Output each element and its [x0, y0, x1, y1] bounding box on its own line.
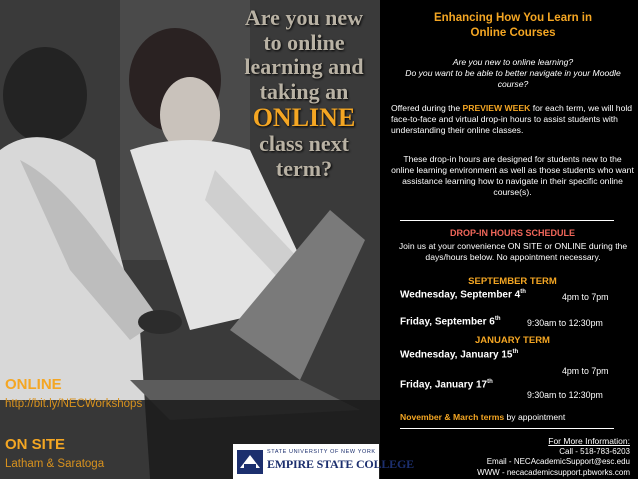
- headline-line: term?: [275, 155, 333, 181]
- preview-week-highlight: PREVIEW WEEK: [462, 103, 531, 113]
- schedule-time: 4pm to 7pm: [562, 292, 609, 302]
- college-logo: [233, 444, 414, 479]
- schedule-intro: Join us at your convenience ON SITE or ONLINE during the days/hours below. No appointment necessary.: [398, 241, 628, 262]
- title-line-2: Online Courses: [470, 27, 556, 39]
- schedule-day: Friday, September 6th: [400, 316, 501, 328]
- intro-questions: [393, 57, 633, 90]
- paragraph-preview-week: [391, 103, 634, 136]
- other-terms-highlight: November & March terms: [400, 412, 505, 422]
- schedule-day: Friday, January 17th: [400, 379, 493, 391]
- schedule-day: Wednesday, January 15th: [400, 349, 519, 361]
- onsite-label: ON SITE: [5, 436, 66, 453]
- headline-line: to online: [263, 29, 345, 55]
- other-terms: [400, 412, 634, 423]
- contact-phone: Call - 518-783-6203: [559, 446, 630, 456]
- divider: [400, 220, 614, 221]
- paragraph-drop-in: These drop-in hours are designed for students new to the online learning environment as well as those students who want assistance learning how to navigate in their specific online course(s).: [391, 154, 634, 197]
- contact-website[interactable]: WWW - necacademicsupport.pbworks.com: [477, 467, 630, 477]
- contact-email[interactable]: Email - NECAcademicSupport@esc.edu: [486, 457, 630, 466]
- schedule-heading: DROP-IN HOURS SCHEDULE: [449, 228, 575, 238]
- title-line-1: Enhancing How You Learn in: [433, 12, 593, 24]
- para1-end: for each term, we will hold face-to-face and virtual drop-in hours to assist students with understanding their online classes.: [391, 103, 633, 135]
- online-link[interactable]: http://bit.ly/NECWorkshops: [5, 398, 143, 410]
- page-title: [393, 11, 633, 41]
- schedule-day: Wednesday, September 4th: [400, 289, 526, 301]
- question-1: Are you new to online learning?: [452, 57, 574, 67]
- para1-start: Offered during the: [391, 103, 463, 113]
- college-seal-icon: [237, 450, 263, 474]
- headline-line: class next: [259, 131, 349, 156]
- divider: [400, 428, 614, 429]
- schedule-time: 4pm to 7pm: [562, 366, 609, 376]
- question-2: Do you want to be able to better navigate in your Moodle course?: [405, 68, 621, 89]
- other-terms-rest: by appointment: [504, 412, 566, 422]
- headline-line: learning and: [244, 54, 364, 79]
- contact-heading: For More Information:: [548, 436, 630, 446]
- contact-info: [420, 436, 630, 478]
- september-heading: SEPTEMBER TERM: [468, 276, 557, 287]
- headline-line: Are you new: [244, 5, 364, 30]
- onsite-text: Latham & Saratoga: [5, 458, 105, 470]
- logo-line-1: STATE UNIVERSITY OF NEW YORK: [267, 449, 376, 455]
- headline-emphasis: ONLINE: [252, 103, 356, 132]
- online-label: ONLINE: [5, 376, 62, 393]
- logo-line-2: EMPIRE STATE COLLEGE: [267, 457, 414, 471]
- headline-line: taking an: [259, 78, 349, 104]
- schedule-time: 9:30am to 12:30pm: [527, 390, 603, 400]
- headline: [225, 6, 383, 181]
- schedule-time: 9:30am to 12:30pm: [527, 318, 603, 328]
- january-heading: JANUARY TERM: [475, 335, 550, 346]
